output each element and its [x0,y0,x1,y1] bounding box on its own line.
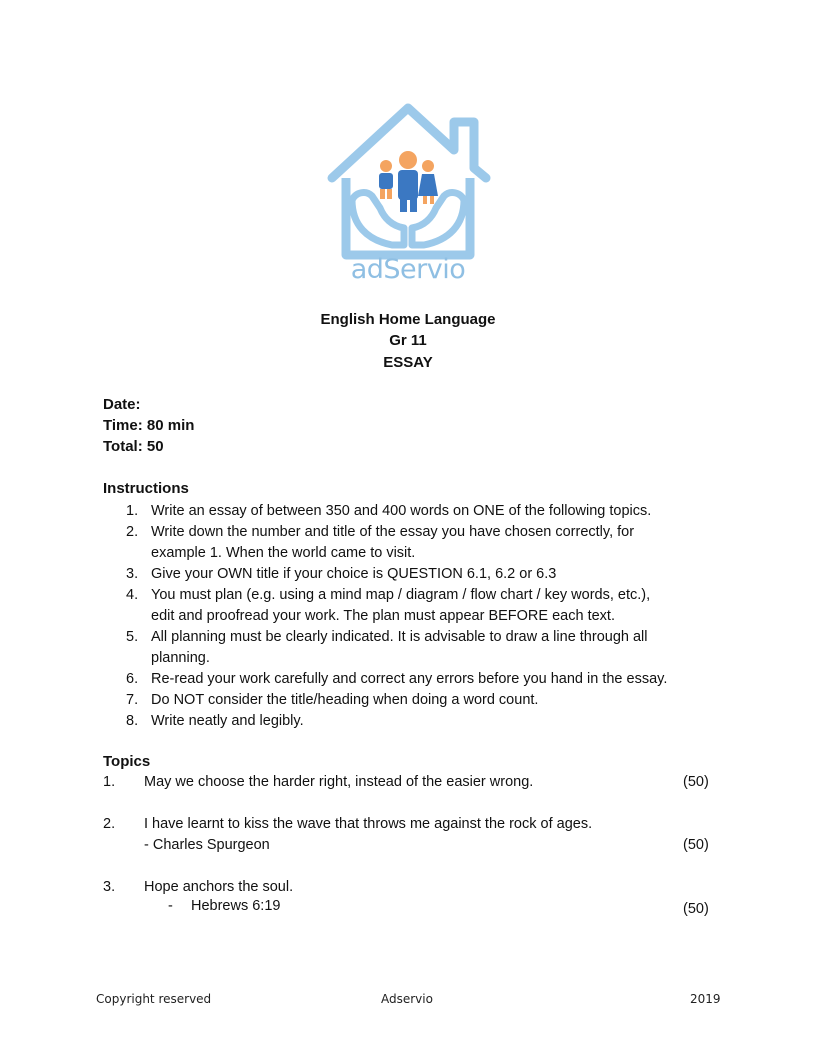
instructions-list [126,501,726,732]
list-item: 8. Write neatly and legibly. [126,713,304,729]
topic-mark: (50) [683,837,709,853]
footer-brand: Adservio [381,992,433,1006]
topics-title: Topics [103,753,151,770]
list-item: 1. Write an essay of between 350 and 400 words on ONE of the following topics. [126,503,652,519]
footer-copyright: Copyright reserved [96,992,212,1006]
time-label: Time: 80 min [103,417,195,434]
grade-heading: Gr 11 [389,332,427,349]
topic-mark: (50) [683,774,709,790]
list-item: 2. Write down the number and title of the essay you have chosen correctly, for example 1. When the world came to visit. [126,524,635,561]
topic-mark: (50) [683,901,709,917]
date-label: Date: [103,396,141,413]
list-item: 4. You must plan (e.g. using a mind map / diagram / flow chart / key words, etc.), edit and proofread your work. The plan must appear BEFORE each text. [126,587,651,624]
list-item: 7. Do NOT consider the title/heading when doing a word count. [126,692,539,708]
footer-year: 2019 [690,992,721,1006]
total-label: Total: 50 [103,438,164,455]
list-item: 6. Re-read your work carefully and correct any errors before you hand in the essay. [126,671,668,687]
subject-heading: English Home Language [320,311,496,328]
topic-attribution: - Charles Spurgeon [144,837,270,853]
attribution-dash: - [168,898,173,914]
list-item: 5. All planning must be clearly indicated. It is advisable to draw a line through all planning. [126,629,648,666]
logo-wordmark: adServio [350,254,466,285]
document-page: adServio English Home Language Gr 11 ESSAY Date: Time: 80 min Total: 50 Instructions 1. Write an essay of between 350 and 400 words on ONE of the following topics. 2. Write down the number and title of the essay you have chosen correctly, for example 1. When the world came to visit. 3. Give your OWN title if your choice is QUESTION 6.1, 6.2 or 6.3 4. You must plan (e.g. using a mind map / diagram / flow chart / key words, etc.), edit and proofread your work. The plan must appear BEFORE each text. 5. All planning must be clearly indicated. It is advisable to draw a line through all planning. 6. Re-read your work carefully and correct any errors before you hand in the essay. 7. Do NOT consider the title/heading when doing a word count. 8. Write neatly and legibly. Topics 1. May we choose the harder right, instead of the easier wrong. (50) 2. I have learnt to kiss the wave that throws me against the rock of ages. - Charles Spurgeon (50) 3. Hope anchors the soul. - Hebrews 6:19 (50) Copyright reserved Adservio 2019 [0,0,816,1056]
instructions-title: Instructions [103,480,189,497]
paper-heading: ESSAY [383,354,433,371]
topic-attribution: Hebrews 6:19 [191,898,281,914]
list-item: 3. Give your OWN title if your choice is QUESTION 6.1, 6.2 or 6.3 [126,566,557,582]
